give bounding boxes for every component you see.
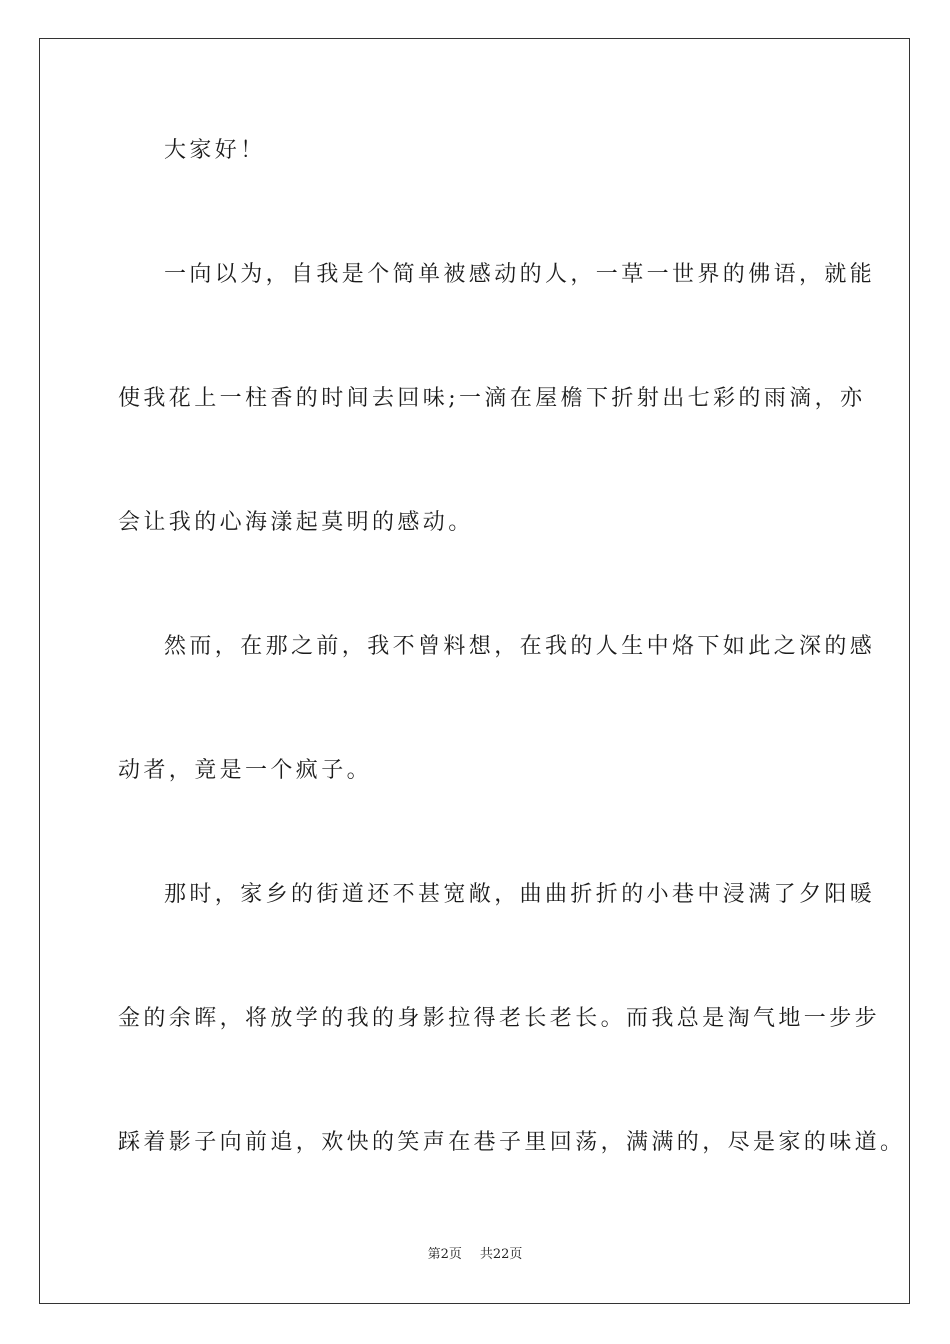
- paragraph-2-line-1: 然而，在那之前，我不曾料想，在我的人生中烙下如此之深的感: [164, 634, 876, 659]
- paragraph-1-line-3: 会让我的心海漾起莫明的感动。: [118, 510, 474, 535]
- paragraph-3-line-3: 踩着影子向前追，欢快的笑声在巷子里回荡，满满的，尽是家的味道。: [118, 1130, 906, 1155]
- paragraph-2-line-2: 动者，竟是一个疯子。: [118, 758, 373, 783]
- paragraph-1-line-2: 使我花上一柱香的时间去回味;一滴在屋檐下折射出七彩的雨滴，亦: [118, 386, 866, 411]
- greeting-line: 大家好！: [164, 138, 266, 163]
- page-frame: [39, 38, 910, 1304]
- page-total: 共22页: [479, 1247, 523, 1262]
- paragraph-1-line-1: 一向以为，自我是个简单被感动的人，一草一世界的佛语，就能: [164, 262, 876, 287]
- page-number: 第2页: [427, 1247, 462, 1262]
- paragraph-3-line-2: 金的余晖，将放学的我的身影拉得老长老长。而我总是淘气地一步步: [118, 1006, 881, 1031]
- paragraph-3-line-1: 那时，家乡的街道还不甚宽敞，曲曲折折的小巷中浸满了夕阳暖: [164, 882, 876, 907]
- page-footer: [0, 1246, 950, 1264]
